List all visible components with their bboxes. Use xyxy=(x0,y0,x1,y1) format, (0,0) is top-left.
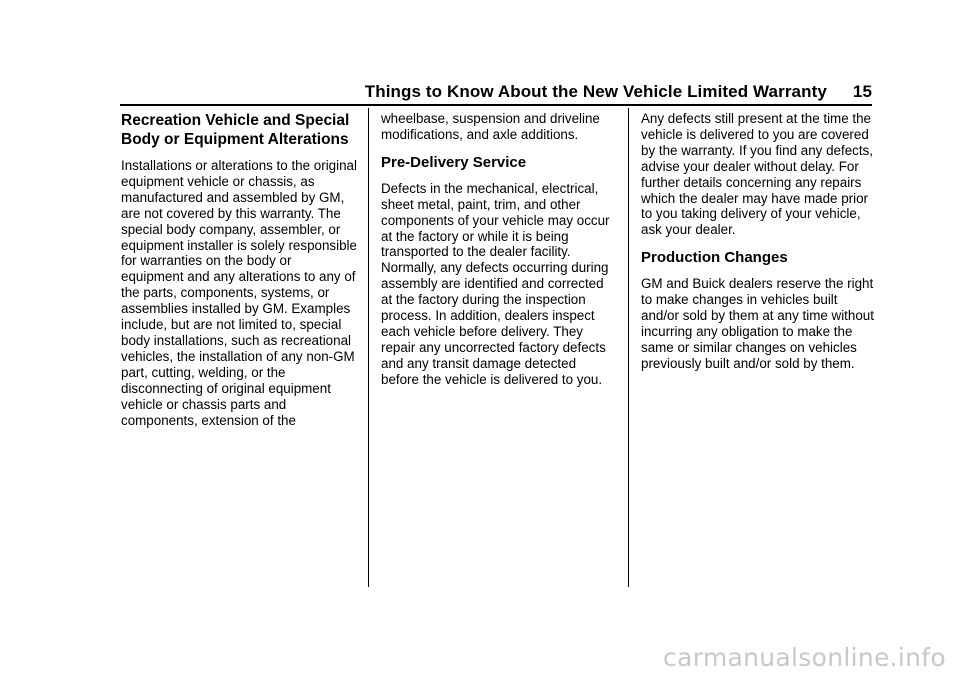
continuation-text: Any defects still present at the time the vehicle is delivered to you are covered by the warranty. If you find any defects, advise your dealer without delay. For further details concerning any repairs which the dealer may have made prior to you taking delivery of your vehicle, ask your dealer. xyxy=(641,111,873,238)
column-divider xyxy=(368,108,369,587)
continuation-text: wheelbase, suspension and driveline modifications, and axle additions. xyxy=(381,111,600,142)
section-heading-production-changes: Production Changes xyxy=(641,249,788,267)
watermark: carmanualsonline.info xyxy=(663,643,946,672)
page-number: 15 xyxy=(852,82,872,101)
section-body-production-changes: GM and Buick dealers reserve the right to make changes in vehicles built and/or sold by them at any time without incurring any obligation to make the same or similar changes on vehicles previously built and/or sold by them. xyxy=(641,276,874,371)
section-heading-recreation-vehicle: Recreation Vehicle and Special Body or Equipment Alterations xyxy=(121,112,350,148)
header-title: Things to Know About the New Vehicle Limited Warranty xyxy=(364,82,827,101)
column-2 xyxy=(381,108,617,388)
header-rule xyxy=(120,104,872,106)
running-header xyxy=(120,82,872,106)
section-body-recreation-vehicle: Installations or alterations to the original equipment vehicle or chassis, as manufactured and assembled by GM, are not covered by this warranty. The special body company, assembler, or equipment installer is solely responsible for warranties on the body or equipment and any alterations to any of the parts, components, systems, or assemblies installed by GM. Examples include, but are not limited to, special body installations, such as recreational vehicles, the installation of any non-GM part, cutting, welding, or the disconnecting of original equipment vehicle or chassis parts and components, extension of the xyxy=(121,158,357,428)
column-1 xyxy=(121,108,357,428)
column-divider xyxy=(628,108,629,587)
column-3 xyxy=(641,108,877,372)
section-body-pre-delivery-service: Defects in the mechanical, electrical, sheet metal, paint, trim, and other components of your vehicle may occur at the factory or while it is being transported to the dealer facility. Normally, any defects occurring during assembly are identified and corrected at the factory during the inspection process. In addition, dealers inspect each vehicle before delivery. They repair any uncorrected factory defects and any transit damage detected before the vehicle is delivered to you. xyxy=(381,180,610,387)
section-heading-pre-delivery-service: Pre-Delivery Service xyxy=(381,153,527,171)
